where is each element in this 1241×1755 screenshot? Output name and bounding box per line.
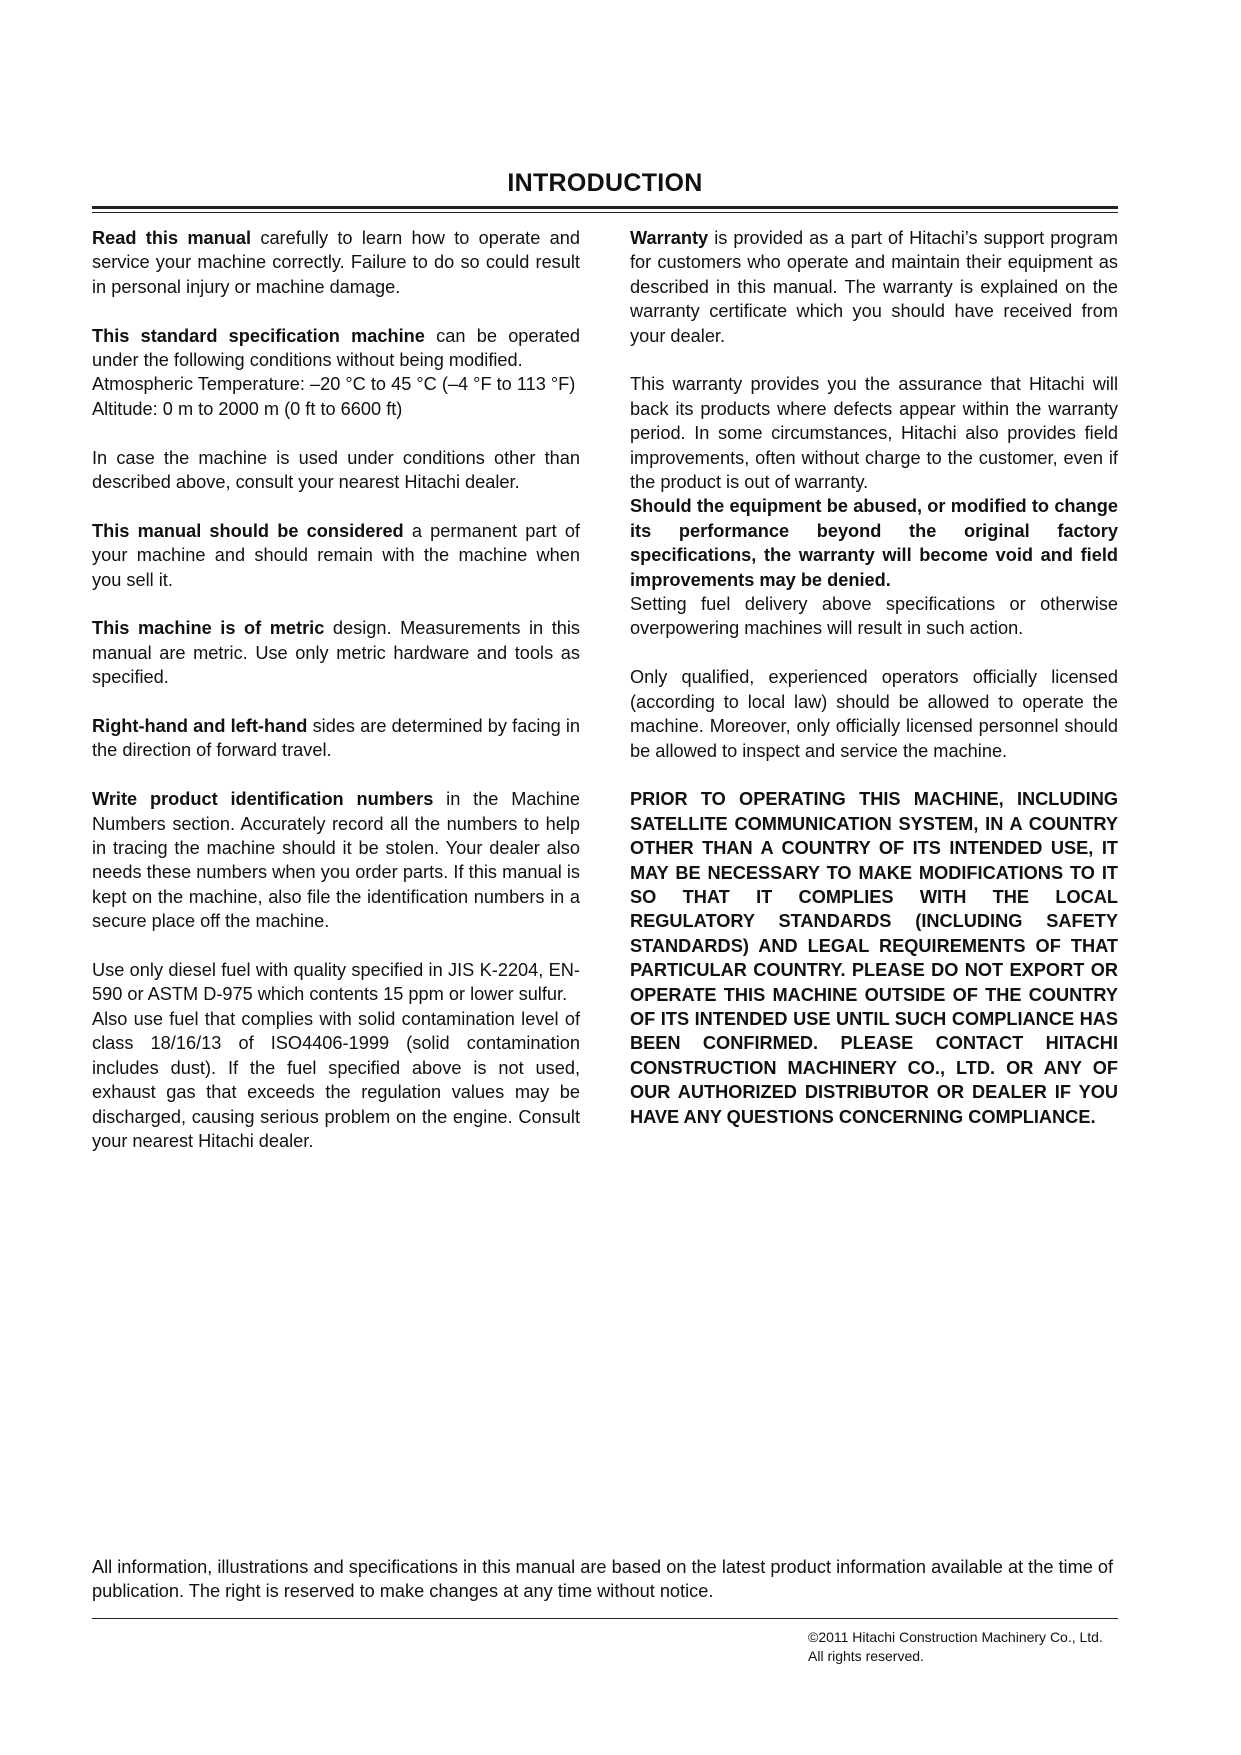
export-compliance-notice: PRIOR TO OPERATING THIS MACHINE, INCLUDING SATELLITE COMMUNICATION SYSTEM, IN A COUNTRY OTHER THAN A COUNTRY OF ITS INTENDED USE, IT MAY BE NECESSARY TO MAKE MODIFICATIONS TO IT SO THAT IT COMPLIES WITH THE LOCAL REGULATORY STANDARDS (INCLUDING SAFETY STANDARDS) AND LEGAL REQUIREMENTS OF THAT PARTICULAR COUNTRY. PLEASE DO NOT EXPORT OR OPERATE THIS MACHINE OUTSIDE OF THE COUNTRY OF ITS INTENDED USE UNTIL SUCH COMPLIANCE HAS BEEN CONFIRMED. PLEASE CONTACT HITACHI CONSTRUCTION MACHINERY CO., LTD. OR ANY OF OUR AUTHORIZED DISTRIBUTOR OR DEALER IF YOU HAVE ANY QUESTIONS CONCERNING COMPLIANCE. xyxy=(630,789,1118,1127)
title-divider-thin xyxy=(92,212,1118,213)
copyright-line: ©2011 Hitachi Construction Machinery Co., Ltd. xyxy=(808,1629,1103,1645)
copyright-block xyxy=(808,1628,1103,1666)
metric-paragraph xyxy=(92,616,580,689)
identification-paragraph xyxy=(92,787,580,933)
sides-paragraph xyxy=(92,714,580,763)
permanent-part-paragraph xyxy=(92,519,580,592)
identification-text: in the Machine Numbers section. Accurately record all the numbers to help in tracing the machine should it be stolen. Your dealer also needs these numbers when you order parts. If this manual is kept on the machine, also file the identification numbers in a secure place off the machine. xyxy=(92,789,580,932)
sides-text: sides are determined by facing in the direction of forward travel. xyxy=(92,716,581,761)
permanent-part-text: a permanent part of your machine and should remain with the machine when you sell it. xyxy=(92,520,580,590)
page-title: INTRODUCTION xyxy=(507,169,703,197)
warranty-text: is provided as a part of Hitachi’s support program for customers who operate and maintain their equipment as described in this manual. The warranty is explained on the warranty certificate which you should have received from your dealer. xyxy=(630,228,1118,346)
standard-spec-lead: This standard specification machine xyxy=(92,325,425,346)
permanent-part-lead: This manual should be considered xyxy=(92,520,404,541)
metric-lead: This machine is of metric xyxy=(92,618,325,639)
standard-spec-paragraph xyxy=(92,324,580,373)
left-column xyxy=(92,226,580,1153)
footer-divider xyxy=(92,1618,1118,1619)
standard-spec-text: can be operated under the following conditions without being modified. xyxy=(92,325,580,371)
diesel-fuel-paragraph: Use only diesel fuel with quality specified in JIS K-2204, EN-590 or ASTM D-975 which contents 15 ppm or lower sulfur. xyxy=(92,960,580,1005)
warranty-paragraph xyxy=(630,226,1118,348)
title-divider-thick xyxy=(92,206,1118,209)
warranty-void-warning: Should the equipment be abused, or modified to change its performance beyond the original factory specifications, the warranty will become void and field improvements may be denied. xyxy=(630,496,1118,590)
right-column xyxy=(630,226,1118,1129)
rights-reserved-line: All rights reserved. xyxy=(808,1648,924,1664)
warranty-assurance-paragraph: This warranty provides you the assurance that Hitachi will back its products where defects appear within the warranty period. In some circumstances, Hitachi also provides field improvements, often without charge to the customer, even if the product is out of warranty. xyxy=(630,374,1118,493)
fuel-delivery-paragraph: Setting fuel delivery above specifications or otherwise overpowering machines will result in such action. xyxy=(630,594,1118,639)
altitude-line: Altitude: 0 m to 2000 m (0 ft to 6600 ft) xyxy=(92,398,403,419)
qualified-operators-paragraph: Only qualified, experienced operators officially licensed (according to local law) should be allowed to operate the machine. Moreover, only officially licensed personnel should be allowed to inspect and service the machine. xyxy=(630,667,1118,761)
read-manual-lead: Read this manual xyxy=(92,228,252,248)
temperature-line: Atmospheric Temperature: –20 °C to 45 °C (–4 °F to 113 °F) xyxy=(92,374,576,395)
read-manual-text: carefully to learn how to operate and service your machine correctly. Failure to do so could result in personal injury or machine damage. xyxy=(92,228,580,297)
other-conditions-paragraph: In case the machine is used under conditions other than described above, consult your nearest Hitachi dealer. xyxy=(92,447,580,493)
identification-lead: Write product identification numbers xyxy=(92,789,434,810)
fuel-contamination-paragraph: Also use fuel that complies with solid contamination level of class 18/16/13 of ISO4406-1999 (solid contamination includes dust). If the fuel specified above is not used, exhaust gas that exceeds the regulation values may be discharged, causing serious problem on the engine. Consult your nearest Hitachi dealer. xyxy=(92,1008,580,1151)
read-manual-paragraph xyxy=(92,226,580,299)
warranty-lead: Warranty xyxy=(630,228,709,248)
sides-lead: Right-hand and left-hand xyxy=(92,716,308,737)
footer-disclaimer: All information, illustrations and specifications in this manual are based on the latest product information available at the time of publication. The right is reserved to make changes at any time without notice. xyxy=(92,1557,1114,1602)
metric-text: design. Measurements in this manual are metric. Use only metric hardware and tools as specified. xyxy=(92,618,581,688)
